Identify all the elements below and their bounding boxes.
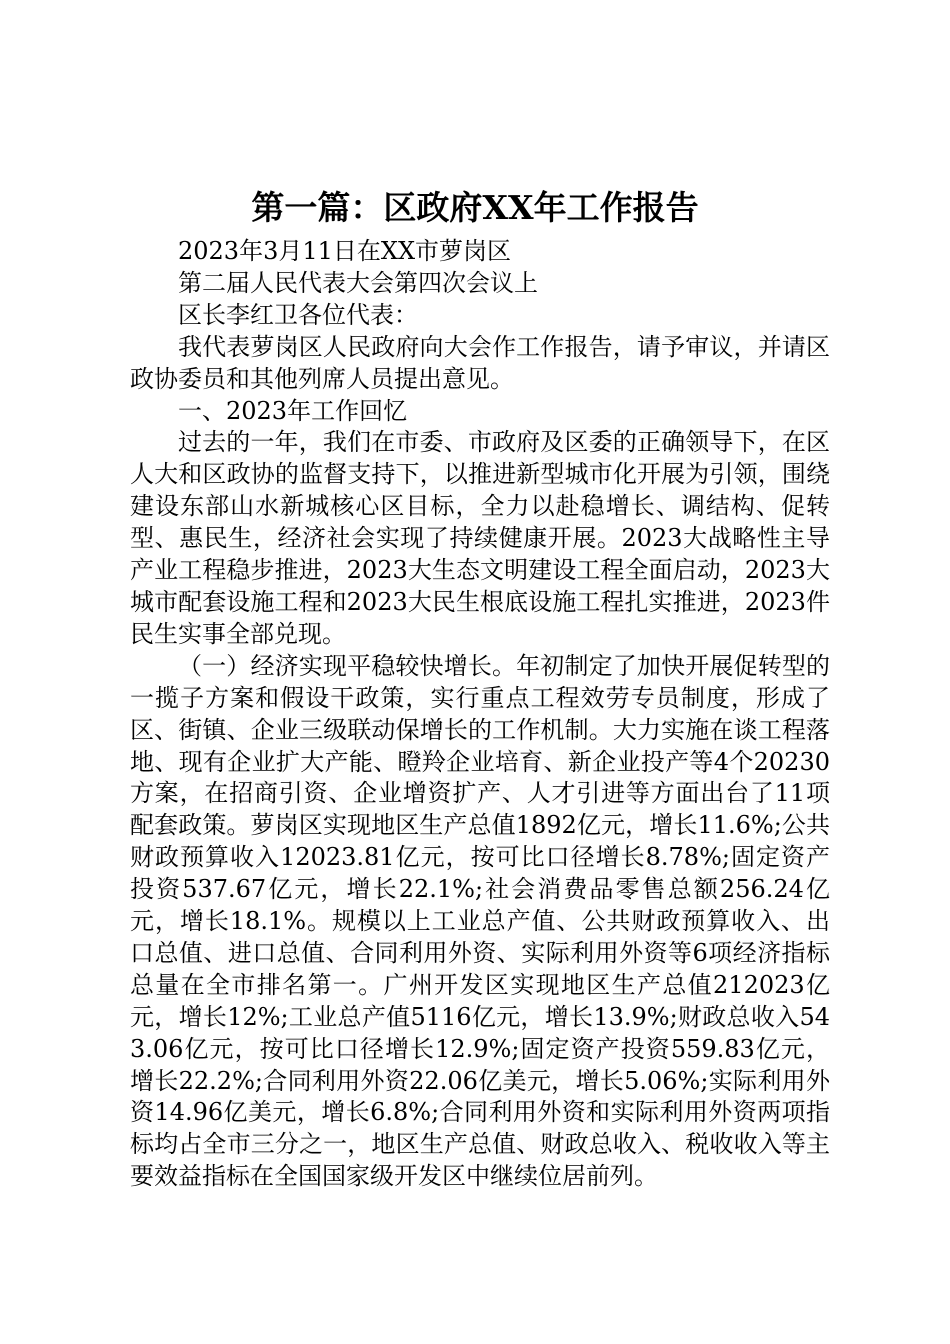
economy-paragraph: （一）经济实现平稳较快增长。年初制定了加快开展促转型的一揽子方案和假设干政策，实行重点工程效劳专员制度，形成了区、街镇、企业三级联动保增长的工作机制。大力实施在谈工程落地、现有企业扩大产能、瞪羚企业培育、新企业投产等4个20230方案，在招商引资、企业增资扩产、人才引进等方面出台了11项配套政策。萝岗区实现地区生产总值1892亿元，增长11.6%;公共财政预算收入12023.81亿元，按可比口径增长8.78%;固定资产投资537.67亿元，增长22.1%;社会消费品零售总额256.24亿元，增长18.1%。规模以上工业总产值、公共财政预算收入、出口总值、进口总值、合同利用外资、实际利用外资等6项经济指标总量在全市排名第一。广州开发区实现地区生产总值212023亿元，增长12%;工业总产值5116亿元，增长13.9%;财政总收入543.06亿元，按可比口径增长12.9%;固定资产投资559.83亿元，增长22.2%;合同利用外资22.06亿美元，增长5.06%;实际利用外资14.96亿美元，增长6.8%;合同利用外资和实际利用外资两项指标均占全市三分之一，地区生产总值、财政总收入、税收收入等主要效益指标在全国国家级开发区中继续位居前列。	[130, 651, 830, 1191]
review-paragraph: 过去的一年，我们在市委、市政府及区委的正确领导下，在区人大和区政协的监督支持下，以推进新型城市化开展为引领，围绕建设东部山水新城核心区目标，全力以赴稳增长、调结构、促转型、惠民生，经济社会实现了持续健康开展。2023大战略性主导产业工程稳步推进，2023大生态文明建设工程全面启动，2023大城市配套设施工程和2023大民生根底设施工程扎实推进，2023件民生实事全部兑现。	[130, 428, 830, 648]
meeting-line: 第二届人民代表大会第四次会议上	[178, 268, 538, 297]
section-heading: 一、2023年工作回忆	[178, 396, 408, 425]
document-page	[130, 186, 830, 1193]
date-line: 2023年3月11日在XX市萝岗区	[178, 237, 512, 265]
intro-paragraph: 我代表萝岗区人民政府向大会作工作报告，请予审议，并请区政协委员和其他列席人员提出意见。	[130, 332, 830, 393]
document-title: 第一篇：区政府XX年工作报告	[251, 188, 699, 227]
document-body	[130, 236, 830, 1193]
salutation-line: 区长李红卫各位代表：	[178, 300, 418, 329]
